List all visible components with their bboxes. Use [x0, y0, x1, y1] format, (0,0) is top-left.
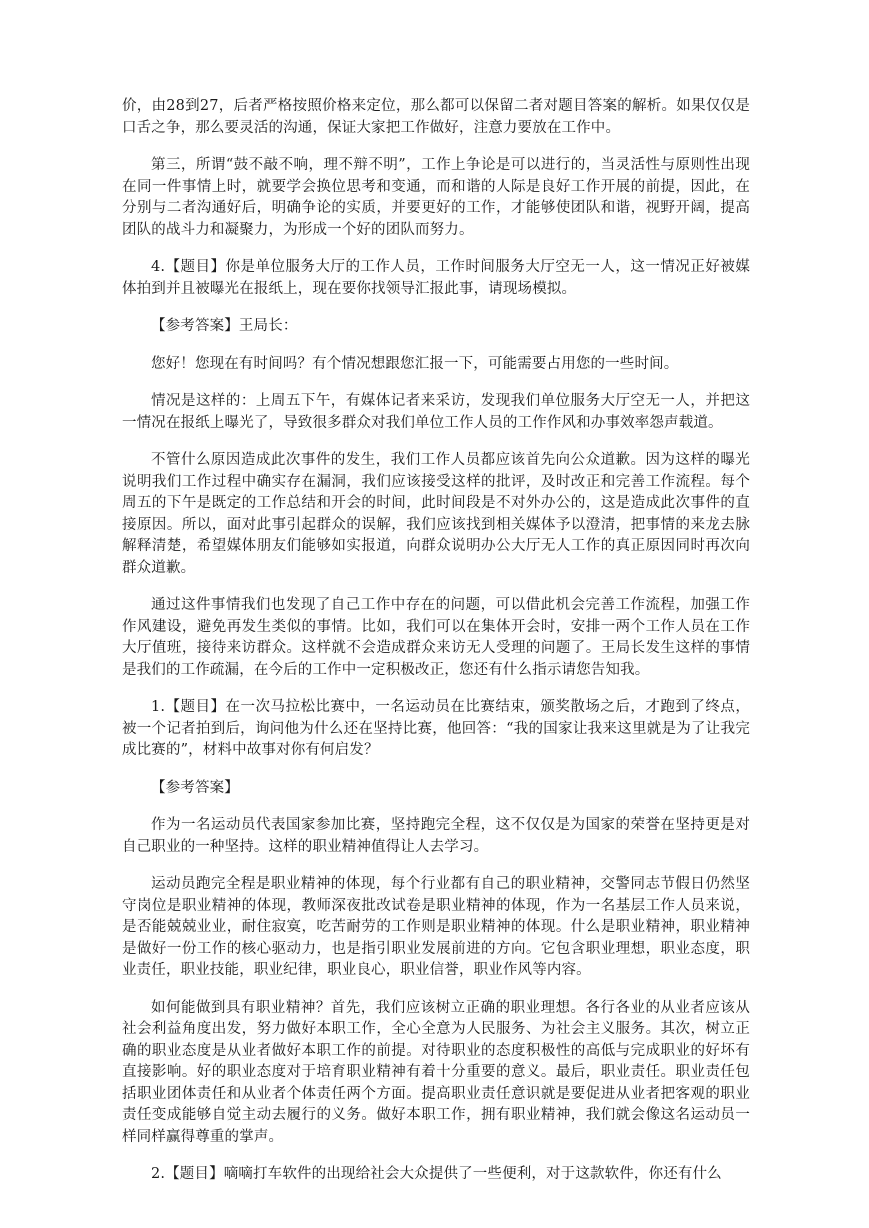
paragraph-how-to: 如何能做到具有职业精神？首先，我们应该树立正确的职业理想。各行各业的从业者应该从社会利益角度出发，努力做好本职工作，全心全意为人民服务、为社会主义服务。其次，树立正确的职业态度是从业者做好本职工作的前提。对待职业的态度积极性的高低与完成职业的好坏有直接影响。好的职业态度对于培育职业精神有着十分重要的意义。最后，职业责任。职业责任包括职业团体责任和从业者个体责任两个方面。提高职业责任意识就是要促进从业者把客观的职业责任变成能够自觉主动去履行的义务。做好本职工作，拥有职业精神，我们就会像这名运动员一样同样赢得尊重的掌声。 [122, 999, 750, 1145]
paragraph-athlete: 作为一名运动员代表国家参加比赛，坚持跑完全程，这不仅仅是为国家的荣誉在坚持更是对自己职业的一种坚持。这样的职业精神值得让人去学习。 [122, 817, 750, 855]
question-4: 4.【题目】你是单位服务大厅的工作人员，工作时间服务大厅空无一人，这一情况正好被媒体拍到并且被曝光在报纸上，现在要你找领导汇报此事，请现场模拟。 [122, 259, 750, 297]
paragraph-greeting: 您好！您现在有时间吗？有个情况想跟您汇报一下，可能需要占用您的一些时间。 [151, 355, 679, 372]
question-1: 1.【题目】在一次马拉松比赛中，一名运动员在比赛结束，颁奖散场之后，才跑到了终点，被一个记者拍到后，询问他为什么还在坚持比赛，他回答：“我的国家让我来这里就是为了让我完成比赛的”，材料中故事对你有何启发？ [122, 699, 750, 758]
question-2: 2.【题目】嘀嘀打车软件的出现给社会大众提供了一些便利，对于这款软件，你还有什么 [151, 1166, 722, 1182]
document-page [122, 96, 750, 1202]
paragraph-apology: 不管什么原因造成此次事件的发生，我们工作人员都应该首先向公众道歉。因为这样的曝光说明我们工作过程中确实存在漏洞，我们应该接受这样的批评，及时改正和完善工作流程。每个周五的下午是既定的工作总结和开会的时间，此时间段是不对外办公的，这是造成此次事件的直接原因。所以，面对此事引起群众的误解，我们应该找到相关媒体予以澄清，把事情的来龙去脉解释清楚，希望媒体朋友们能够如实报道，向群众说明办公大厅无人工作的真正原因同时再次向群众道歉。 [122, 452, 750, 576]
paragraph-2: 第三，所谓“鼓不敲不响，理不辩不明”，工作上争论是可以进行的，当灵活性与原则性出现在同一件事情上时，就要学会换位思考和变通，而和谐的人际是良好工作开展的前提，因此，在分别与二者沟通好后，明确争论的实质，并要更好的工作，才能够使团队和谐，视野开阔，提高团队的战斗力和凝聚力，为形成一个好的团队而努力。 [122, 157, 750, 238]
paragraph-professional-spirit: 运动员跑完全程是职业精神的体现，每个行业都有自己的职业精神，交警同志节假日仍然坚守岗位是职业精神的体现，教师深夜批改试卷是职业精神的体现，作为一名基层工作人员来说，是否能兢兢业业，耐住寂寞，吃苦耐劳的工作则是职业精神的体现。什么是职业精神，职业精神是做好一份工作的核心驱动力，也是指引职业发展前进的方向。它包含职业理想，职业态度，职业责任，职业技能，职业纪律，职业良心，职业信誉，职业作风等内容。 [122, 876, 750, 978]
paragraph-situation: 情况是这样的：上周五下午，有媒体记者来采访，发现我们单位服务大厅空无一人，并把这一情况在报纸上曝光了，导致很多群众对我们单位工作人员的工作作风和办事效率怨声载道。 [122, 393, 750, 431]
paragraph-1: 价，由28到27，后者严格按照价格来定位，那么都可以保留二者对题目答案的解析。如果仅仅是口舌之争，那么要灵活的沟通，保证大家把工作做好，注意力要放在工作中。 [122, 98, 750, 136]
paragraph-improvement: 通过这件事情我们也发现了自己工作中存在的问题，可以借此机会完善工作流程，加强工作作风建设，避免再发生类似的事情。比如，我们可以在集体开会时，安排一两个工作人员在工作大厅值班，接待来访群众。这样就不会造成群众来访无人受理的问题了。王局长发生这样的事情是我们的工作疏漏，在今后的工作中一定积极改正，您还有什么指示请您告知我。 [122, 597, 750, 678]
answer-heading-1: 【参考答案】 [151, 779, 239, 796]
answer-heading-4: 【参考答案】王局长： [151, 318, 298, 334]
